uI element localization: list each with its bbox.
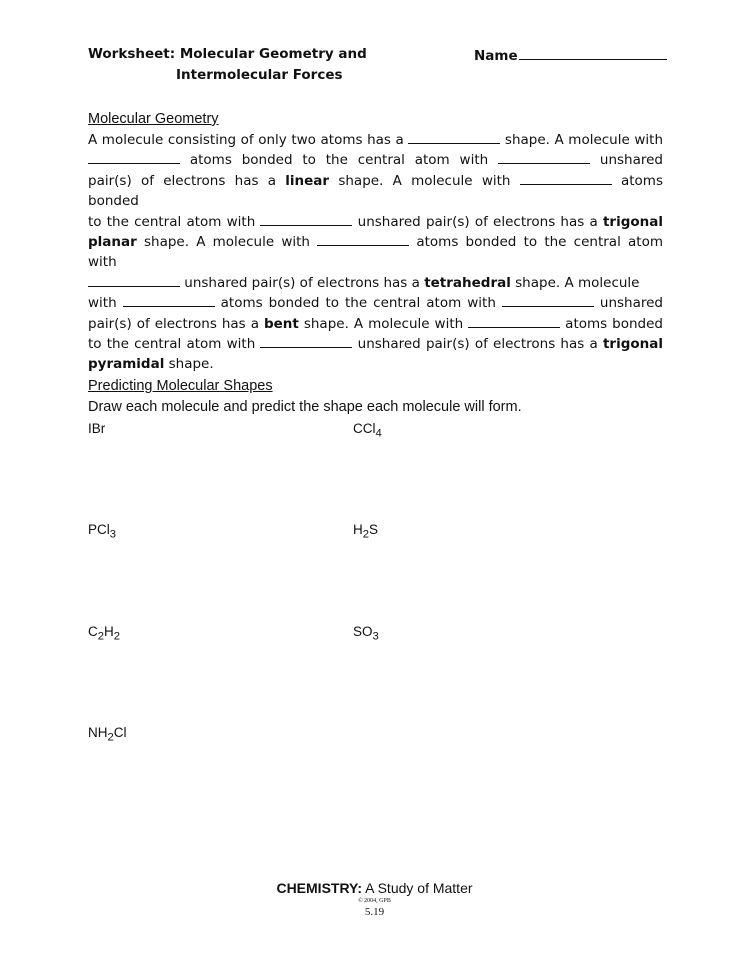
text: unshared (590, 152, 663, 169)
formula-text: S (369, 522, 379, 537)
name-blank[interactable] (519, 44, 667, 60)
formula-text: C (88, 624, 98, 639)
bold-term: linear (285, 172, 330, 189)
paragraph-line (88, 212, 663, 232)
formula-text: PCl (88, 522, 110, 537)
formula-subscript: 2 (113, 630, 121, 643)
fill-blank[interactable] (520, 171, 612, 185)
paragraph-line (88, 171, 663, 212)
formula-text: NH (88, 725, 108, 740)
text: atoms bonded to the central atom with (88, 234, 663, 271)
formula-text: SO (353, 624, 373, 639)
fill-blank[interactable] (498, 150, 590, 164)
bold-term: bent (263, 315, 299, 332)
fill-blank[interactable] (88, 150, 180, 164)
paragraph-line (88, 334, 663, 354)
bold-term: trigonal (602, 213, 663, 230)
text: to the central atom with (88, 336, 261, 353)
text: atoms bonded (88, 172, 663, 210)
text: atoms bonded to the central atom with (214, 295, 502, 312)
molecule-c2h2 (88, 623, 120, 646)
fill-blank[interactable] (317, 232, 409, 246)
page-number: 5.19 (364, 906, 385, 918)
paragraph-line (88, 314, 663, 334)
bold-term: tetrahedral (424, 274, 511, 291)
fill-blank[interactable] (123, 293, 215, 307)
molecule-ccl4 (353, 420, 382, 443)
text: atoms bonded to the central atom with (180, 152, 499, 169)
fill-blank[interactable] (408, 130, 500, 144)
formula-subscript: 3 (372, 630, 379, 643)
text: shape. (164, 356, 214, 373)
formula-subscript: 3 (109, 528, 117, 541)
formula-subscript: 2 (362, 528, 370, 541)
fill-blank[interactable] (502, 293, 594, 307)
title-line-2: Intermolecular Forces (176, 67, 343, 83)
text: to the central atom with (88, 213, 261, 230)
text: shape. A molecule with (136, 234, 318, 251)
paragraph-line (88, 354, 663, 374)
paragraph-line (88, 273, 663, 293)
paragraph-line (88, 130, 663, 150)
brand-bold: CHEMISTRY: (276, 880, 363, 896)
title-line-1: Worksheet: Molecular Geometry and (88, 46, 367, 62)
footer-copyright: © 2004, GPB (358, 898, 391, 904)
molecule-nh2cl (88, 724, 127, 747)
formula-text: CCl (353, 421, 376, 436)
bold-term: pyramidal (88, 356, 165, 373)
text: unshared pair(s) of electrons has a (352, 336, 603, 353)
molecule-so3 (353, 623, 379, 646)
text: pair(s) of electrons has a (88, 315, 264, 332)
text: A molecule consisting of only two atoms has a (88, 132, 409, 148)
text: pair(s) of electrons has a (88, 172, 286, 189)
text: shape. A molecule with (298, 315, 469, 332)
bold-term: trigonal (602, 336, 663, 353)
name-label: Name (474, 48, 518, 64)
fill-blank[interactable] (468, 314, 560, 328)
formula-subscript: 2 (97, 630, 105, 643)
instruction-text: Draw each molecule and predict the shape each molecule will form. (88, 399, 522, 415)
bold-term: planar (88, 234, 137, 251)
worksheet-title (88, 44, 367, 86)
formula-text: H (104, 624, 114, 639)
predicting-shapes-heading: Predicting Molecular Shapes (88, 378, 273, 394)
paragraph-line (88, 293, 663, 313)
fill-blank[interactable] (260, 212, 352, 226)
text: shape. A molecule (510, 274, 640, 291)
formula-text: IBr (88, 421, 106, 436)
text: shape. A molecule with (500, 132, 664, 148)
text: shape. A molecule with (329, 172, 520, 189)
text: unshared pair(s) of electrons has a (180, 274, 425, 291)
fill-blank[interactable] (88, 273, 180, 287)
paragraph-line (88, 150, 663, 170)
geometry-paragraph (88, 130, 663, 375)
formula-text: H (353, 522, 363, 537)
text: unshared pair(s) of electrons has a (352, 213, 603, 230)
text: atoms bonded (560, 315, 663, 332)
fill-blank[interactable] (260, 334, 352, 348)
text: with (88, 295, 123, 312)
footer-brand (0, 880, 749, 896)
text: unshared (593, 295, 663, 312)
formula-subscript: 4 (375, 427, 382, 440)
molecular-geometry-heading: Molecular Geometry (88, 111, 219, 127)
brand-rest: A Study of Matter (362, 880, 473, 896)
name-field (474, 44, 667, 67)
molecule-h2s (353, 521, 378, 544)
formula-subscript: 2 (107, 731, 114, 744)
formula-text: Cl (113, 725, 127, 740)
paragraph-line (88, 232, 663, 273)
molecule-ibr (88, 420, 105, 438)
molecule-pcl3 (88, 521, 116, 544)
